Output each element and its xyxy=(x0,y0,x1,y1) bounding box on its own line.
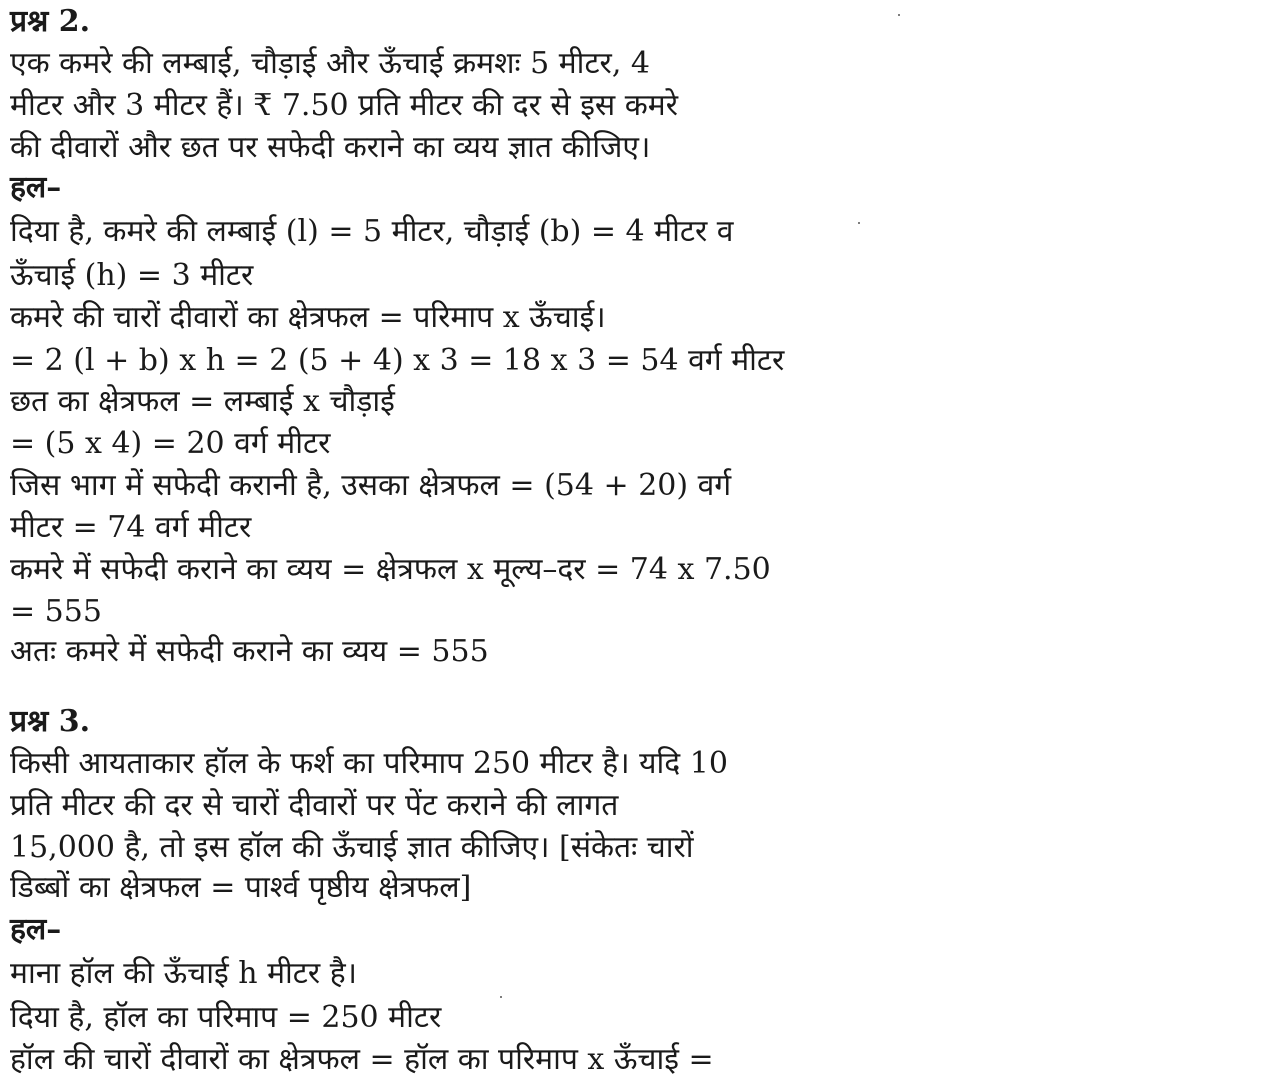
question-3-heading: प्रश्न 3. xyxy=(10,704,91,739)
question-2-solution-line-3: कमरे की चारों दीवारों का क्षेत्रफल = परिमाप x ऊँचाई। xyxy=(10,300,606,335)
question-3-text-line-1: किसी आयताकार हॉल के फर्श का परिमाप 250 मीटर है। यदि 10 xyxy=(10,746,728,781)
question-2-solution-label: हल– xyxy=(10,170,62,205)
question-2-solution-line-2: ऊँचाई (h) = 3 मीटर xyxy=(10,258,254,293)
question-2-solution-line-7: जिस भाग में सफेदी करानी है, उसका क्षेत्रफल = (54 + 20) वर्ग xyxy=(10,468,732,503)
question-2-text-line-1: एक कमरे की लम्बाई, चौड़ाई और ऊँचाई क्रमशः 5 मीटर, 4 xyxy=(10,46,650,81)
document-page xyxy=(10,0,1266,1082)
question-2-solution-line-9: कमरे में सफेदी कराने का व्यय = क्षेत्रफल x मूल्य–दर = 74 x 7.50 xyxy=(10,552,771,587)
question-2-solution-line-8: मीटर = 74 वर्ग मीटर xyxy=(10,510,252,545)
question-2-solution-line-4: = 2 (l + b) x h = 2 (5 + 4) x 3 = 18 x 3 = 54 वर्ग मीटर xyxy=(10,343,785,378)
question-3-text-line-4: डिब्बों का क्षेत्रफल = पार्श्व पृष्ठीय क्षेत्रफल] xyxy=(10,870,472,905)
question-2-text-line-2: मीटर और 3 मीटर हैं। ₹ 7.50 प्रति मीटर की दर से इस कमरे xyxy=(10,88,678,123)
question-3-text-line-2: प्रति मीटर की दर से चारों दीवारों पर पेंट कराने की लागत xyxy=(10,788,619,823)
question-3-solution-label: हल– xyxy=(10,912,62,947)
question-2-solution-line-6: = (5 x 4) = 20 वर्ग मीटर xyxy=(10,426,331,461)
question-3-solution-line-3: हॉल की चारों दीवारों का क्षेत्रफल = हॉल का परिमाप x ऊँचाई = xyxy=(10,1042,714,1077)
question-2-heading: प्रश्न 2. xyxy=(10,4,91,39)
question-2-solution-line-1: दिया है, कमरे की लम्बाई (l) = 5 मीटर, चौड़ाई (b) = 4 मीटर व xyxy=(10,214,734,249)
question-2-solution-line-10: = 555 xyxy=(10,594,102,629)
question-2-text-line-3: की दीवारों और छत पर सफेदी कराने का व्यय ज्ञात कीजिए। xyxy=(10,130,651,165)
question-2-solution-line-11: अतः कमरे में सफेदी कराने का व्यय = 555 xyxy=(10,634,489,669)
scan-speck xyxy=(858,222,860,224)
question-3-solution-line-1: माना हॉल की ऊँचाई h मीटर है। xyxy=(10,956,358,991)
scan-speck xyxy=(898,14,900,16)
question-3-text-line-3: 15,000 है, तो इस हॉल की ऊँचाई ज्ञात कीजिए। [संकेतः चारों xyxy=(10,830,694,865)
question-3-solution-line-2: दिया है, हॉल का परिमाप = 250 मीटर xyxy=(10,1000,442,1035)
scan-speck xyxy=(500,996,502,998)
question-2-solution-line-5: छत का क्षेत्रफल = लम्बाई x चौड़ाई xyxy=(10,384,395,419)
